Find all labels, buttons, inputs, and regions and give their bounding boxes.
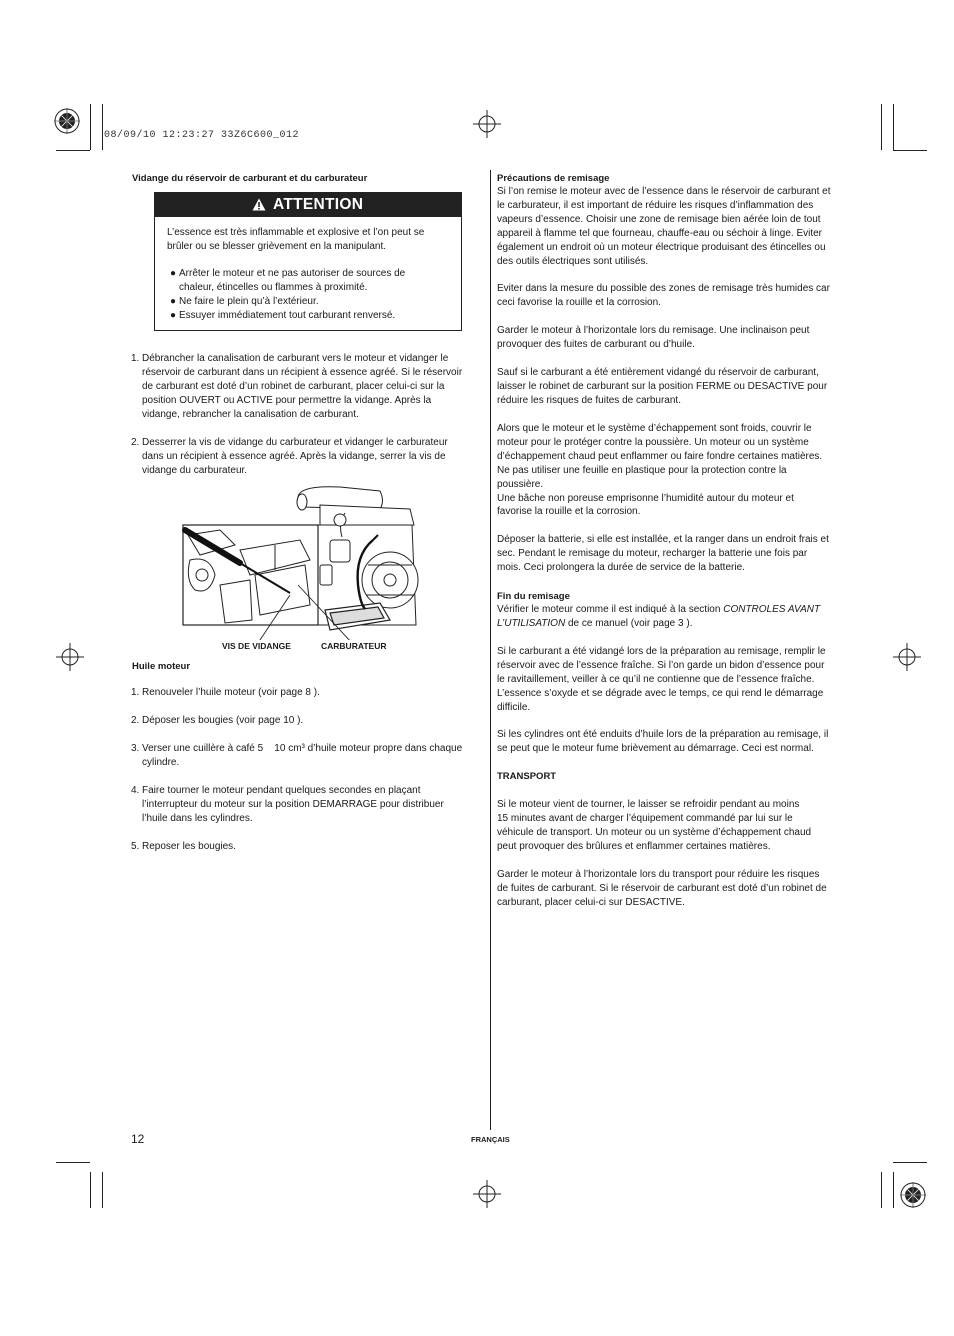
transport-title: TRANSPORT (497, 771, 557, 782)
storage-section-title: Précautions de remisage (497, 173, 610, 184)
warning-bullet: ● Ne faire le plein qu’à l’extérieur. (170, 295, 319, 307)
warning-bullet: ● Arrêter le moteur et ne pas autoriser de sources de chaleur, étincelles ou flammes à proximité. (170, 268, 406, 293)
oil-step: 2. Déposer les bougies (voir page 10 ). (131, 715, 304, 726)
oil-step: 3. Verser une cuillère à café 5 10 cm³ d’huile moteur propre dans chaque cylindre. (131, 743, 463, 768)
transport-paragraph: Si le moteur vient de tourner, le laisser se refroidir pendant au moins 15 minutes avant de charger l’équipement commandé par lui sur le véhicule de transport. Un moteur ou un système d’échappement chaud peut provoquer des brûlures et enflammer certaines matières. (497, 799, 812, 852)
warning-triangle-icon (252, 198, 266, 211)
transport-paragraph: Garder le moteur à l’horizontale lors du transport pour réduire les risques de fuites de carburant. Si le réservoir de carburant est doté d’un robinet de carburant, placer celui-ci sur DESACTIVE. (497, 869, 827, 908)
registration-target-icon (900, 1182, 926, 1208)
drain-section-title: Vidange du réservoir de carburant et du carburateur (132, 173, 368, 184)
figure-label-carburetor: CARBURATEUR (321, 641, 387, 651)
page-number: 12 (131, 1132, 145, 1146)
crosshair-icon (56, 643, 84, 671)
warning-intro: L’essence est très inflammable et explosive et l’on peut se brûler ou se blesser grièvement en la manipulant. (167, 227, 425, 252)
language-label: FRANÇAIS (471, 1135, 510, 1144)
print-code: 08/09/10 12:23:27 33Z6C600_012 (104, 130, 300, 141)
storage-paragraph: Déposer la batterie, si elle est installée, et la ranger dans un endroit frais et sec. Pendant le remisage du moteur, recharger la batterie une fois par mois. Ceci prolongera la durée de service de la batterie. (497, 534, 829, 573)
registration-target-icon (54, 108, 80, 134)
figure-label-drain-screw: VIS DE VIDANGE (222, 641, 291, 651)
storage-paragraph: Sauf si le carburant a été entièrement vidangé du réservoir de carburant, laisser le robinet de carburant sur la position FERME ou DESACTIVE pour réduire les risques de fuites de carburant. (497, 367, 828, 406)
end-storage-paragraph: Vérifier le moteur comme il est indiqué à la section CONTROLES AVANT L’UTILISATION de ce manuel (voir page 3 ). (497, 604, 821, 629)
warning-header (155, 193, 461, 217)
oil-step: 1. Renouveler l’huile moteur (voir page 8 ). (131, 687, 320, 698)
storage-paragraph: Alors que le moteur et le système d’échappement sont froids, couvrir le moteur pour le protéger contre la poussière. Un moteur ou un système d’échappement chaud peut enflammer ou faire fondre certaines matières. Ne pas utiliser une feuille en plastique pour la protection contre la poussière. Une bâche non poreuse emprisonne l’humidité autour du moteur et favorise la rouille et la corrosion. (497, 423, 823, 518)
oil-step: 4. Faire tourner le moteur pendant quelques secondes en plaçant l’interrupteur du moteur sur la position DEMARRAGE pour distribuer l’huile dans les cylindres. (131, 785, 444, 824)
end-storage-paragraph: Si le carburant a été vidangé lors de la préparation au remisage, remplir le réservoir avec de l’essence fraîche. Si l’on garde un bidon d’essence pour le ravitaillement, veiller à ce qu’il ne contienne que de l’essence fraîche. L’essence s’oxyde et se dégrade avec le temps, ce qui rend le démarrage difficile. (497, 646, 826, 713)
carburetor-drain-illustration (180, 485, 420, 640)
storage-paragraph: Eviter dans la mesure du possible des zones de remisage très humides car ceci favorise la rouille et la corrosion. (497, 283, 830, 308)
warning-box (154, 192, 462, 331)
storage-paragraph: Si l’on remise le moteur avec de l’essence dans le réservoir de carburant et le carburateur, il est important de réduire les risques d’inflammation des vapeurs d’essence. Choisir une zone de remisage bien aérée loin de tout appareil à flamme tel que fourneau, chauffe-eau ou séchoir à linge. Eviter également un endroit où un moteur électrique produisant des étincelles ou des outils électriques sont utilisés. (497, 186, 831, 267)
end-storage-paragraph: Si les cylindres ont été enduits d’huile lors de la préparation au remisage, il se peut que le moteur fume brièvement au démarrage. Ceci est normal. (497, 729, 829, 754)
warning-bullet: ● Essuyer immédiatement tout carburant renversé. (170, 309, 396, 321)
warning-title: ATTENTION (273, 196, 364, 213)
column-divider (490, 170, 491, 1130)
end-storage-title: Fin du remisage (497, 591, 570, 602)
drain-step: 1. Débrancher la canalisation de carburant vers le moteur et vidanger le réservoir de carburant dans un récipient à essence agréé. Si le réservoir de carburant est doté d’un robinet de carburant, placer celui-ci sur la position OUVERT ou ACTIVE pour permettre la vidange. Après la vidange, rebrancher la canalisation de carburant. (131, 353, 463, 420)
oil-section-title: Huile moteur (132, 661, 191, 672)
crosshair-icon (473, 110, 501, 138)
oil-step: 5. Reposer les bougies. (131, 841, 236, 852)
drain-step: 2. Desserrer la vis de vidange du carburateur et vidanger le carburateur dans un récipient à essence agréé. Après la vidange, serrer la vis de vidange du carburateur. (131, 437, 448, 476)
crosshair-icon (893, 643, 921, 671)
storage-paragraph: Garder le moteur à l’horizontale lors du remisage. Une inclinaison peut provoquer des fuites de carburant ou d’huile. (497, 325, 810, 350)
warning-bullet-list (170, 267, 405, 323)
crosshair-icon (473, 1180, 501, 1208)
